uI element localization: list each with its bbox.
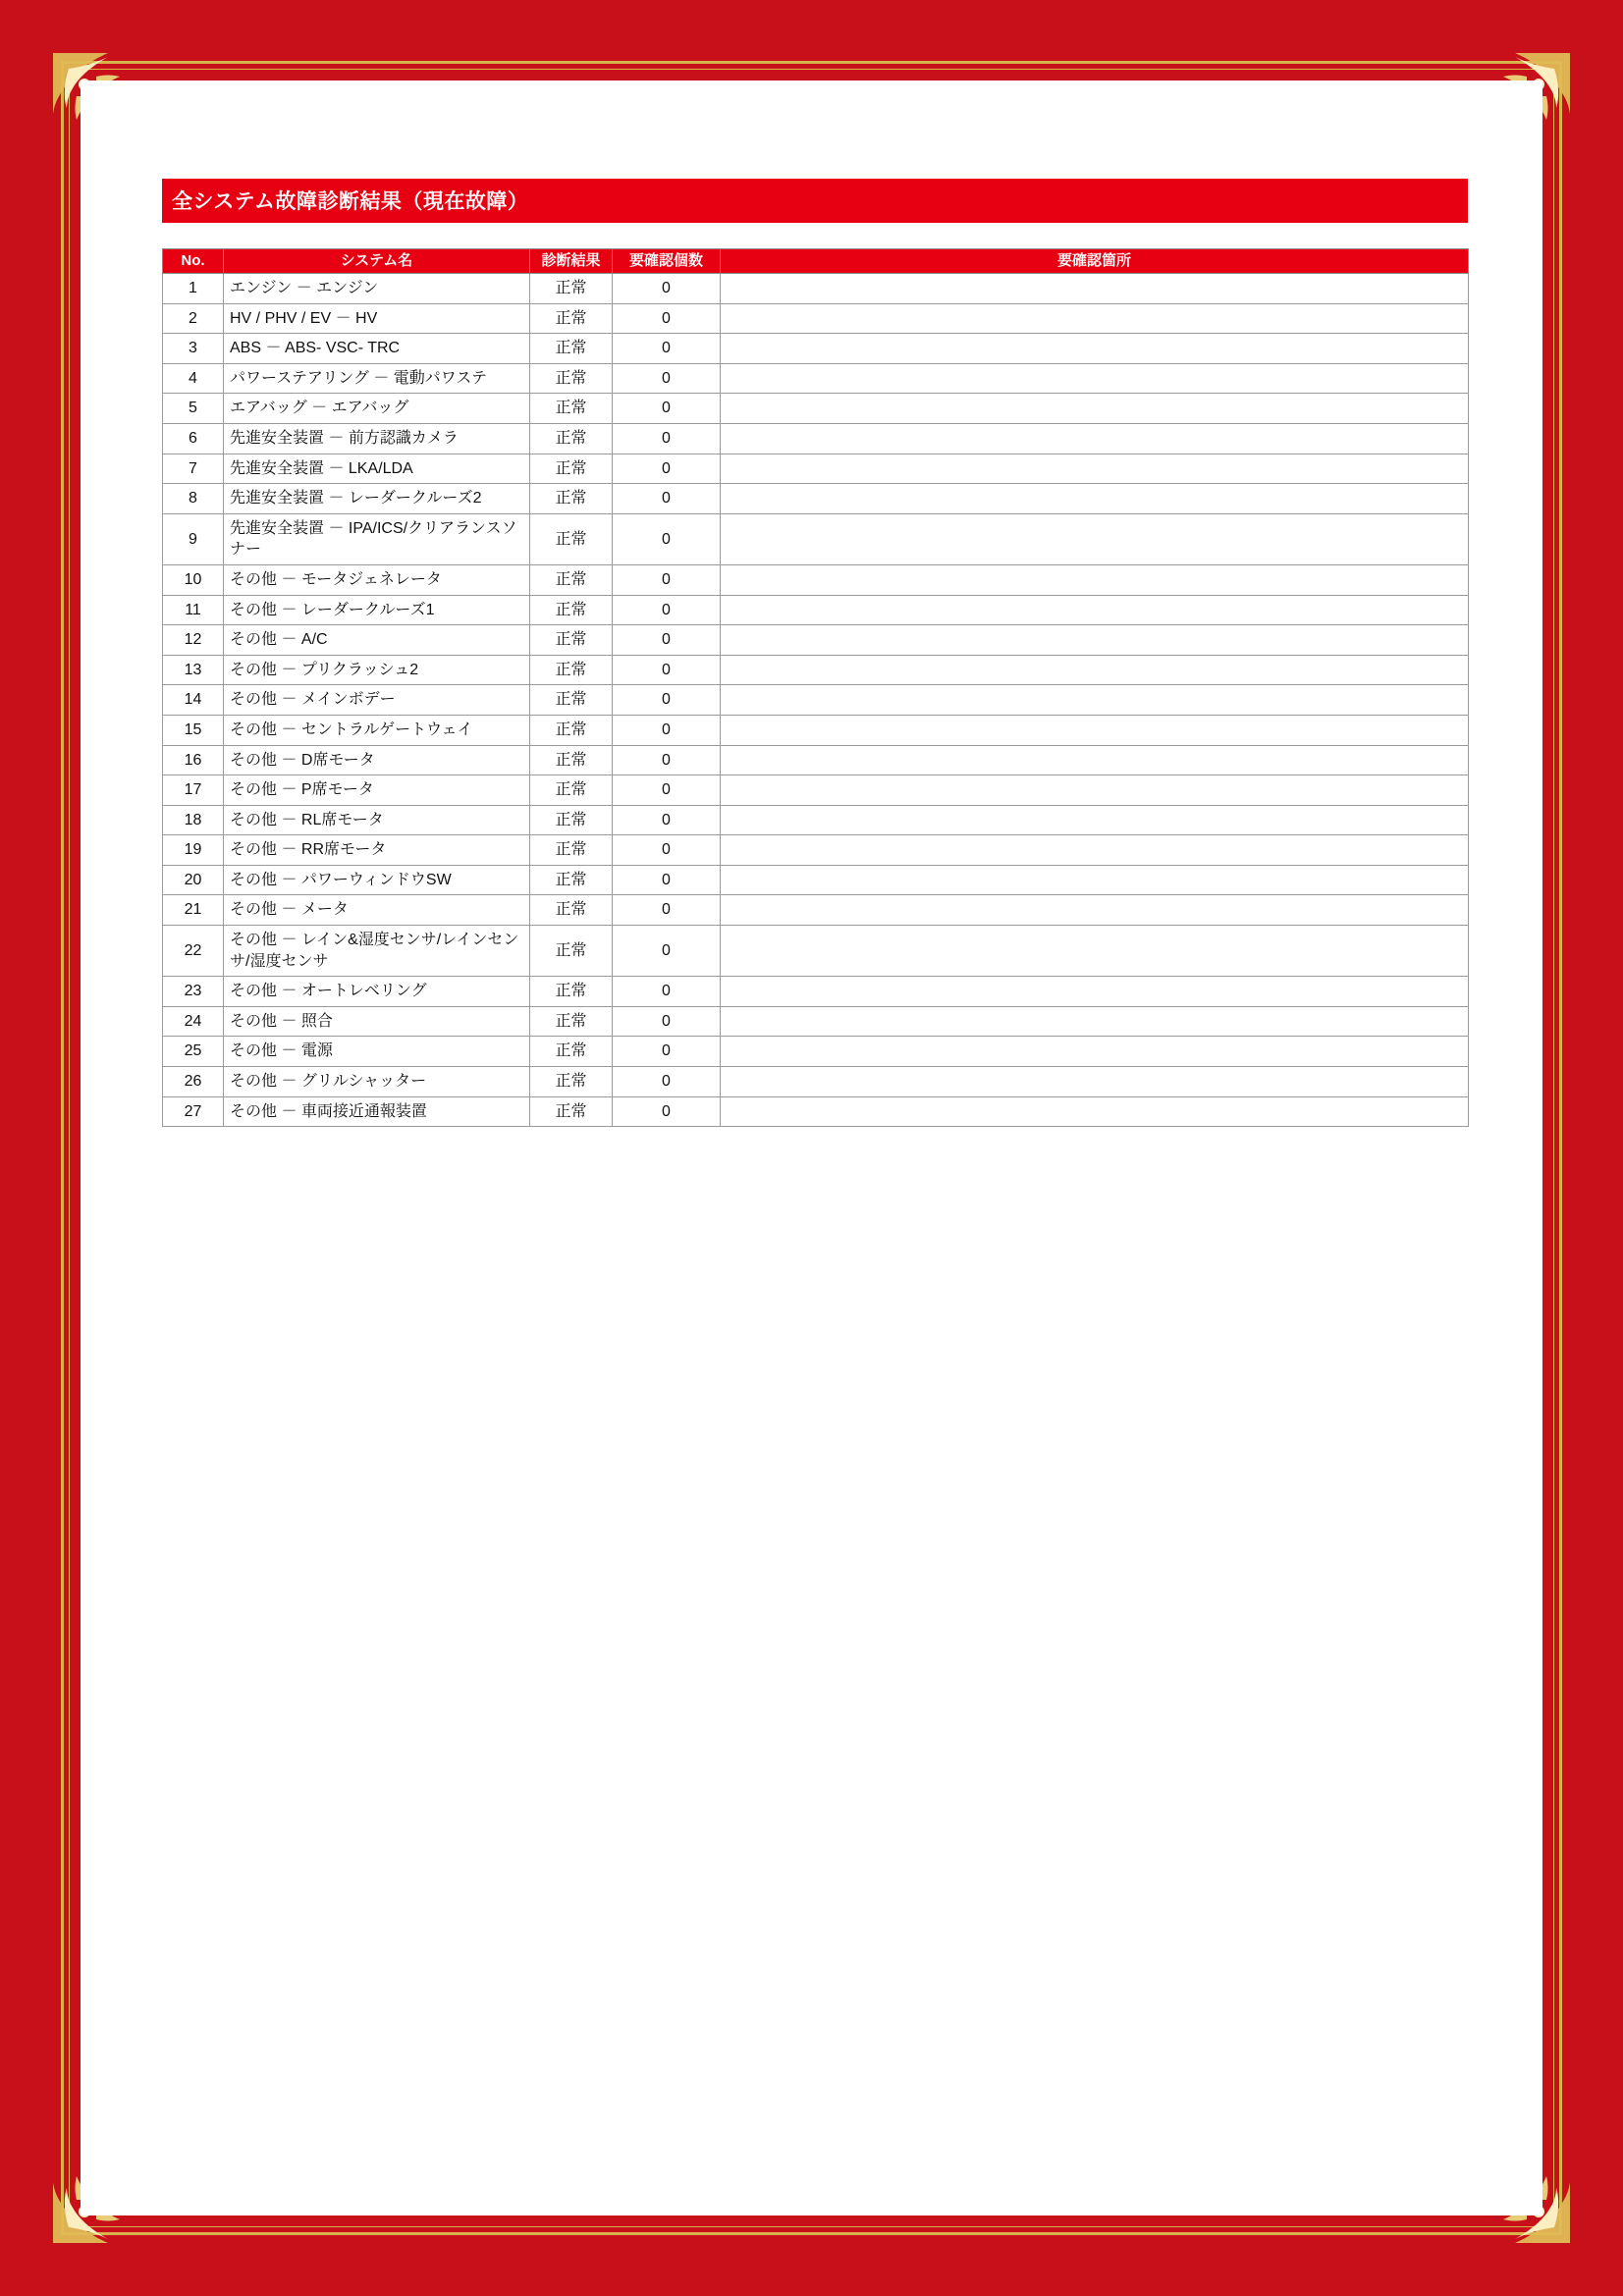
table-row xyxy=(163,274,1469,304)
table-row xyxy=(163,1096,1469,1127)
cell-count: 0 xyxy=(613,685,721,716)
table-row xyxy=(163,625,1469,656)
cell-system: その他 － 電源 xyxy=(224,1037,530,1067)
cell-no: 7 xyxy=(163,454,224,484)
cell-place xyxy=(721,655,1469,685)
report-content xyxy=(162,179,1468,1127)
cell-count: 0 xyxy=(613,274,721,304)
table-row xyxy=(163,1037,1469,1067)
cell-system: その他 － メータ xyxy=(224,895,530,926)
cell-count: 0 xyxy=(613,454,721,484)
cell-system: ABS － ABS- VSC- TRC xyxy=(224,334,530,364)
column-header-system: システム名 xyxy=(224,249,530,274)
cell-count: 0 xyxy=(613,895,721,926)
cell-no: 1 xyxy=(163,274,224,304)
table-row xyxy=(163,484,1469,514)
table-row xyxy=(163,1067,1469,1097)
table-row xyxy=(163,895,1469,926)
cell-system: エアバッグ － エアバッグ xyxy=(224,394,530,424)
cell-system: その他 － 照合 xyxy=(224,1006,530,1037)
cell-no: 10 xyxy=(163,564,224,595)
table-row xyxy=(163,394,1469,424)
cell-system: その他 － グリルシャッター xyxy=(224,1067,530,1097)
cell-result: 正常 xyxy=(530,334,613,364)
cell-result: 正常 xyxy=(530,745,613,775)
cell-no: 27 xyxy=(163,1096,224,1127)
cell-count: 0 xyxy=(613,1067,721,1097)
cell-no: 2 xyxy=(163,303,224,334)
cell-no: 16 xyxy=(163,745,224,775)
cell-result: 正常 xyxy=(530,564,613,595)
cell-no: 12 xyxy=(163,625,224,656)
table-row xyxy=(163,1006,1469,1037)
cell-system: 先進安全装置 － レーダークルーズ2 xyxy=(224,484,530,514)
cell-no: 18 xyxy=(163,805,224,835)
cell-count: 0 xyxy=(613,865,721,895)
table-row xyxy=(163,805,1469,835)
cell-no: 14 xyxy=(163,685,224,716)
cell-result: 正常 xyxy=(530,595,613,625)
column-header-place: 要確認箇所 xyxy=(721,249,1469,274)
cell-count: 0 xyxy=(613,625,721,656)
cell-no: 17 xyxy=(163,775,224,806)
cell-place xyxy=(721,484,1469,514)
cell-no: 22 xyxy=(163,926,224,977)
cell-result: 正常 xyxy=(530,926,613,977)
cell-place xyxy=(721,1067,1469,1097)
table-row xyxy=(163,835,1469,866)
cell-system: 先進安全装置 － 前方認識カメラ xyxy=(224,423,530,454)
table-row xyxy=(163,564,1469,595)
cell-count: 0 xyxy=(613,926,721,977)
cell-no: 9 xyxy=(163,513,224,564)
cell-count: 0 xyxy=(613,513,721,564)
cell-no: 19 xyxy=(163,835,224,866)
cell-no: 23 xyxy=(163,977,224,1007)
cell-result: 正常 xyxy=(530,274,613,304)
cell-no: 15 xyxy=(163,715,224,745)
cell-place xyxy=(721,595,1469,625)
column-header-count: 要確認個数 xyxy=(613,249,721,274)
cell-place xyxy=(721,334,1469,364)
cell-result: 正常 xyxy=(530,423,613,454)
cell-place xyxy=(721,745,1469,775)
cell-place xyxy=(721,1096,1469,1127)
cell-count: 0 xyxy=(613,1096,721,1127)
table-row xyxy=(163,423,1469,454)
cell-no: 6 xyxy=(163,423,224,454)
cell-result: 正常 xyxy=(530,1006,613,1037)
cell-place xyxy=(721,625,1469,656)
cell-no: 5 xyxy=(163,394,224,424)
cell-count: 0 xyxy=(613,805,721,835)
cell-no: 3 xyxy=(163,334,224,364)
cell-result: 正常 xyxy=(530,484,613,514)
cell-result: 正常 xyxy=(530,835,613,866)
cell-place xyxy=(721,303,1469,334)
cell-count: 0 xyxy=(613,334,721,364)
cell-place xyxy=(721,454,1469,484)
table-row xyxy=(163,334,1469,364)
cell-system: その他 － 車両接近通報装置 xyxy=(224,1096,530,1127)
cell-system: その他 － モータジェネレータ xyxy=(224,564,530,595)
cell-system: その他 － レーダークルーズ1 xyxy=(224,595,530,625)
cell-result: 正常 xyxy=(530,685,613,716)
cell-result: 正常 xyxy=(530,977,613,1007)
cell-place xyxy=(721,1006,1469,1037)
cell-system: その他 － RL席モータ xyxy=(224,805,530,835)
cell-system: その他 － セントラルゲートウェイ xyxy=(224,715,530,745)
cell-result: 正常 xyxy=(530,1096,613,1127)
cell-no: 11 xyxy=(163,595,224,625)
cell-result: 正常 xyxy=(530,1067,613,1097)
cell-count: 0 xyxy=(613,394,721,424)
cell-system: その他 － P席モータ xyxy=(224,775,530,806)
cell-count: 0 xyxy=(613,363,721,394)
cell-count: 0 xyxy=(613,1006,721,1037)
cell-result: 正常 xyxy=(530,1037,613,1067)
table-row xyxy=(163,977,1469,1007)
cell-result: 正常 xyxy=(530,363,613,394)
cell-place xyxy=(721,865,1469,895)
table-row xyxy=(163,775,1469,806)
cell-system: その他 － D席モータ xyxy=(224,745,530,775)
cell-place xyxy=(721,394,1469,424)
cell-no: 20 xyxy=(163,865,224,895)
cell-result: 正常 xyxy=(530,895,613,926)
cell-no: 4 xyxy=(163,363,224,394)
cell-system: その他 － オートレベリング xyxy=(224,977,530,1007)
cell-system: その他 － レイン&湿度センサ/レインセンサ/湿度センサ xyxy=(224,926,530,977)
cell-result: 正常 xyxy=(530,715,613,745)
cell-result: 正常 xyxy=(530,513,613,564)
table-row xyxy=(163,685,1469,716)
cell-count: 0 xyxy=(613,423,721,454)
table-row xyxy=(163,655,1469,685)
table-row xyxy=(163,513,1469,564)
cell-system: その他 － パワーウィンドウSW xyxy=(224,865,530,895)
table-row xyxy=(163,454,1469,484)
column-header-result: 診断結果 xyxy=(530,249,613,274)
table-row xyxy=(163,595,1469,625)
cell-result: 正常 xyxy=(530,625,613,656)
cell-count: 0 xyxy=(613,484,721,514)
cell-result: 正常 xyxy=(530,865,613,895)
table-header-row xyxy=(163,249,1469,274)
cell-count: 0 xyxy=(613,775,721,806)
cell-result: 正常 xyxy=(530,394,613,424)
cell-system: その他 － RR席モータ xyxy=(224,835,530,866)
cell-place xyxy=(721,895,1469,926)
cell-system: パワーステアリング － 電動パワステ xyxy=(224,363,530,394)
cell-count: 0 xyxy=(613,595,721,625)
cell-place xyxy=(721,926,1469,977)
cell-place xyxy=(721,513,1469,564)
column-header-no: No. xyxy=(163,249,224,274)
cell-count: 0 xyxy=(613,1037,721,1067)
cell-no: 21 xyxy=(163,895,224,926)
cell-place xyxy=(721,363,1469,394)
table-row xyxy=(163,865,1469,895)
cell-no: 25 xyxy=(163,1037,224,1067)
cell-place xyxy=(721,835,1469,866)
cell-count: 0 xyxy=(613,715,721,745)
cell-place xyxy=(721,423,1469,454)
cell-system: 先進安全装置 － LKA/LDA xyxy=(224,454,530,484)
cell-count: 0 xyxy=(613,655,721,685)
cell-no: 13 xyxy=(163,655,224,685)
cell-place xyxy=(721,715,1469,745)
cell-place xyxy=(721,977,1469,1007)
cell-system: その他 － メインボデー xyxy=(224,685,530,716)
cell-count: 0 xyxy=(613,745,721,775)
cell-result: 正常 xyxy=(530,775,613,806)
cell-place xyxy=(721,685,1469,716)
table-body xyxy=(163,274,1469,1127)
cell-place xyxy=(721,1037,1469,1067)
cell-result: 正常 xyxy=(530,454,613,484)
cell-place xyxy=(721,805,1469,835)
cell-place xyxy=(721,564,1469,595)
cell-system: その他 － A/C xyxy=(224,625,530,656)
table-row xyxy=(163,715,1469,745)
cell-place xyxy=(721,775,1469,806)
diagnosis-result-table xyxy=(162,248,1469,1127)
cell-count: 0 xyxy=(613,564,721,595)
table-row xyxy=(163,926,1469,977)
cell-system: 先進安全装置 － IPA/ICS/クリアランスソナー xyxy=(224,513,530,564)
cell-result: 正常 xyxy=(530,805,613,835)
cell-result: 正常 xyxy=(530,303,613,334)
cell-count: 0 xyxy=(613,303,721,334)
cell-place xyxy=(721,274,1469,304)
page-title: 全システム故障診断結果（現在故障） xyxy=(162,179,1468,223)
cell-result: 正常 xyxy=(530,655,613,685)
table-row xyxy=(163,303,1469,334)
paper-sheet xyxy=(81,80,1542,2216)
table-row xyxy=(163,363,1469,394)
cell-no: 26 xyxy=(163,1067,224,1097)
cell-no: 8 xyxy=(163,484,224,514)
cell-count: 0 xyxy=(613,835,721,866)
table-row xyxy=(163,745,1469,775)
cell-no: 24 xyxy=(163,1006,224,1037)
cell-system: エンジン － エンジン xyxy=(224,274,530,304)
cell-system: その他 － プリクラッシュ2 xyxy=(224,655,530,685)
cell-system: HV / PHV / EV － HV xyxy=(224,303,530,334)
cell-count: 0 xyxy=(613,977,721,1007)
